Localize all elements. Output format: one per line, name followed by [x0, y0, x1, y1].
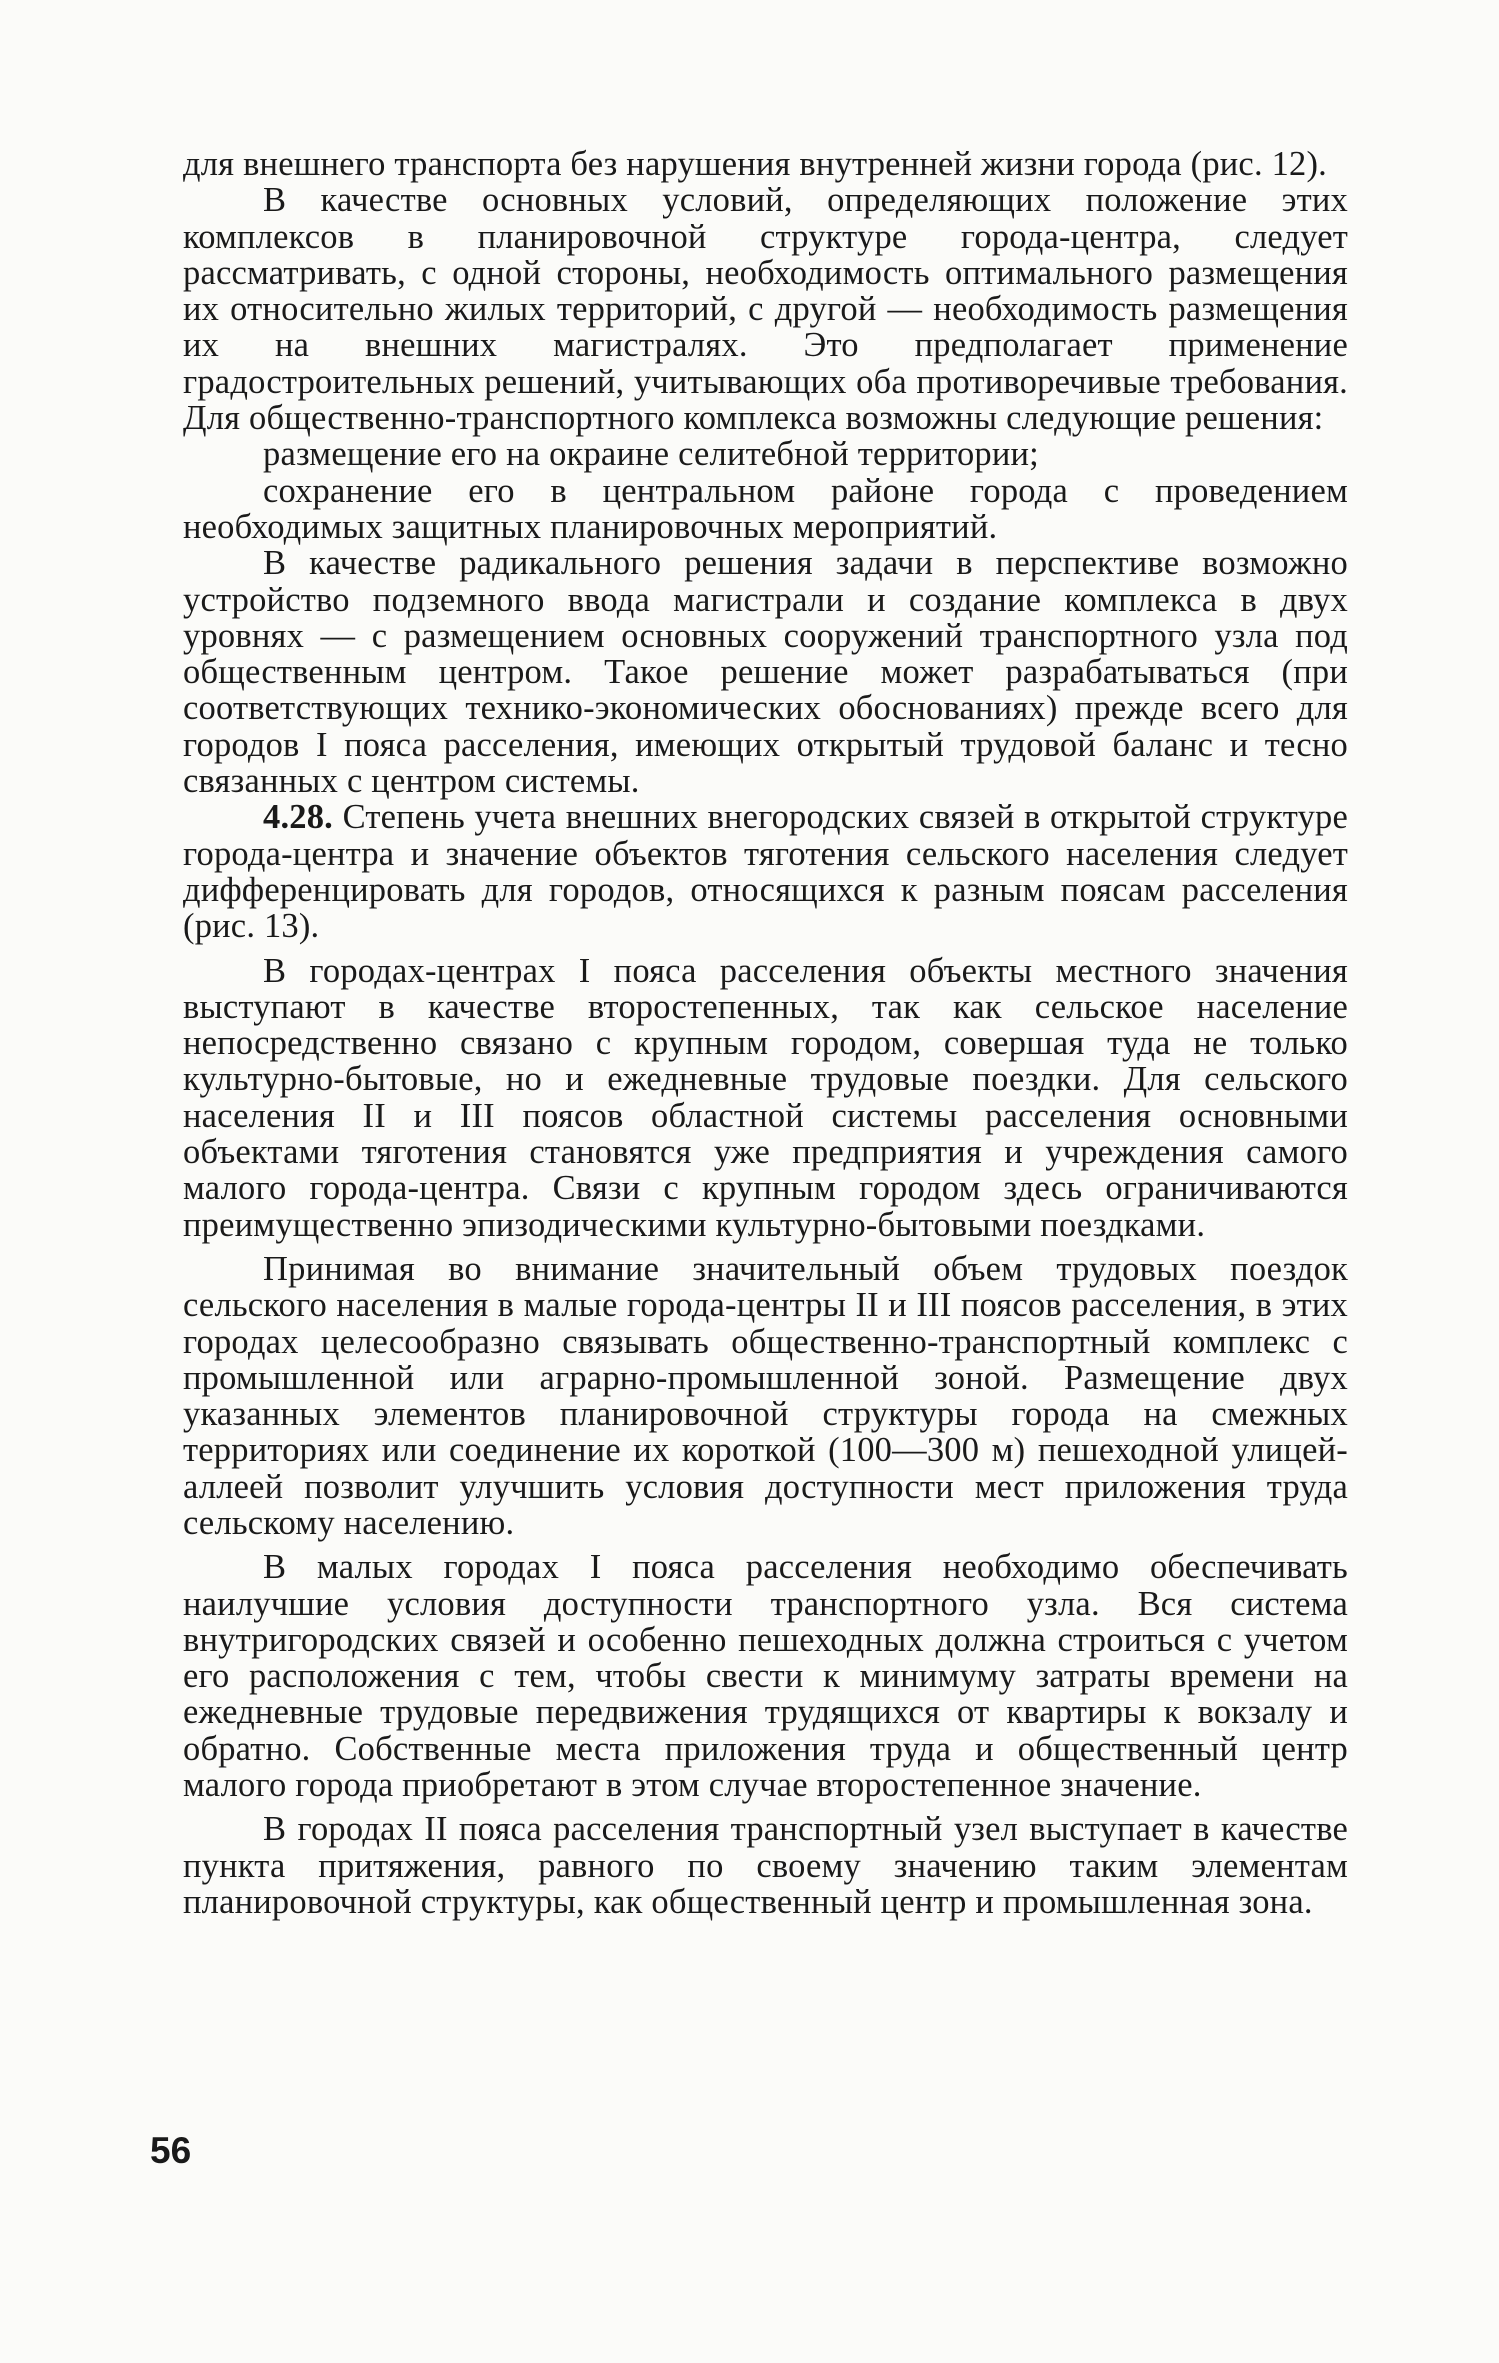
paragraph-continuation: для внешнего транспорта без нарушения внутренней жизни города (рис. 12). — [183, 145, 1328, 183]
section-number: 4.28. — [263, 798, 333, 837]
body-text — [183, 146, 1348, 1920]
paragraph: Принимая во внимание значительный объем трудовых поездок сельского населения в малые города-центры II и III поясов расселения, в этих городах целесообразно связывать общественно-транспортный комплекс с промышленной или аграрно-промышленной зоной. Размещение двух указанных элементов планировочной структуры города на смежных территориях или соединение их короткой (100—300 м) пешеходной улицей-аллеей позволит улучшить условия доступности мест приложения труда сельскому населению. — [183, 1249, 1348, 1542]
paragraph: В качестве основных условий, определяющих положение этих комплексов в планировочной структуре города-центра, следует рассматривать, с одной стороны, необходимость оптимального размещения их относительно жилых территорий, с другой — необходимость размещения их на внешних магистралях. Это предполагает применение градостроительных решений, учитывающих оба противоречивые требования. Для общественно-транспортного комплекса возможны следующие решения: — [183, 181, 1348, 438]
section-text: Степень учета внешних внегородских связей в открытой структуре города-центра и значение объектов тяготения сельского населения следует дифференцировать для городов, относящихся к разным поясам расселения (рис. 13). — [183, 798, 1349, 946]
paragraph: В городах-центрах I пояса расселения объекты местного значения выступают в качестве второстепенных, так как сельское население непосредственно связано с крупным городом, совершая туда не только культурно-бытовые, но и ежедневные трудовые поездки. Для сельского населения II и III поясов областной системы расселения основными объектами тяготения становятся уже предприятия и учреждения самого малого города-центра. Связи с крупным городом здесь ограничиваются преимущественно эпизодическими культурно-бытовыми поездками. — [183, 951, 1348, 1244]
list-item: размещение его на окраине селитебной территории; — [263, 435, 1039, 474]
paragraph: В качестве радикального решения задачи в перспективе возможно устройство подземного ввода магистрали и создание комплекса в двух уровнях — с размещением основных сооружений транспортного узла под общественным центром. Такое решение может разрабатываться (при соответствующих технико-экономических обоснованиях) прежде всего для городов I пояса расселения, имеющих открытый трудовой баланс и тесно связанных с центром системы. — [183, 544, 1348, 801]
section-paragraph — [183, 799, 1348, 944]
page-number: 56 — [150, 2130, 192, 2171]
paragraph: В городах II пояса расселения транспортный узел выступает в качестве пункта притяжения, равного по своему значению таким элементам планировочной структуры, как общественный центр и промышленная зона. — [183, 1810, 1348, 1921]
paragraph: В малых городах I пояса расселения необходимо обеспечивать наилучшие условия доступности транспортного узла. Вся система внутригородских связей и особенно пешеходных должна строиться с учетом его расположения с тем, чтобы свести к минимуму затраты времени на ежедневные трудовые передвижения трудящихся от квартиры к вокзалу и обратно. Собственные места приложения труда и общественный центр малого города приобретают в этом случае второстепенное значение. — [183, 1548, 1348, 1805]
list-item: сохранение его в центральном районе города с проведением необходимых защитных планировочных мероприятий. — [183, 471, 1348, 546]
